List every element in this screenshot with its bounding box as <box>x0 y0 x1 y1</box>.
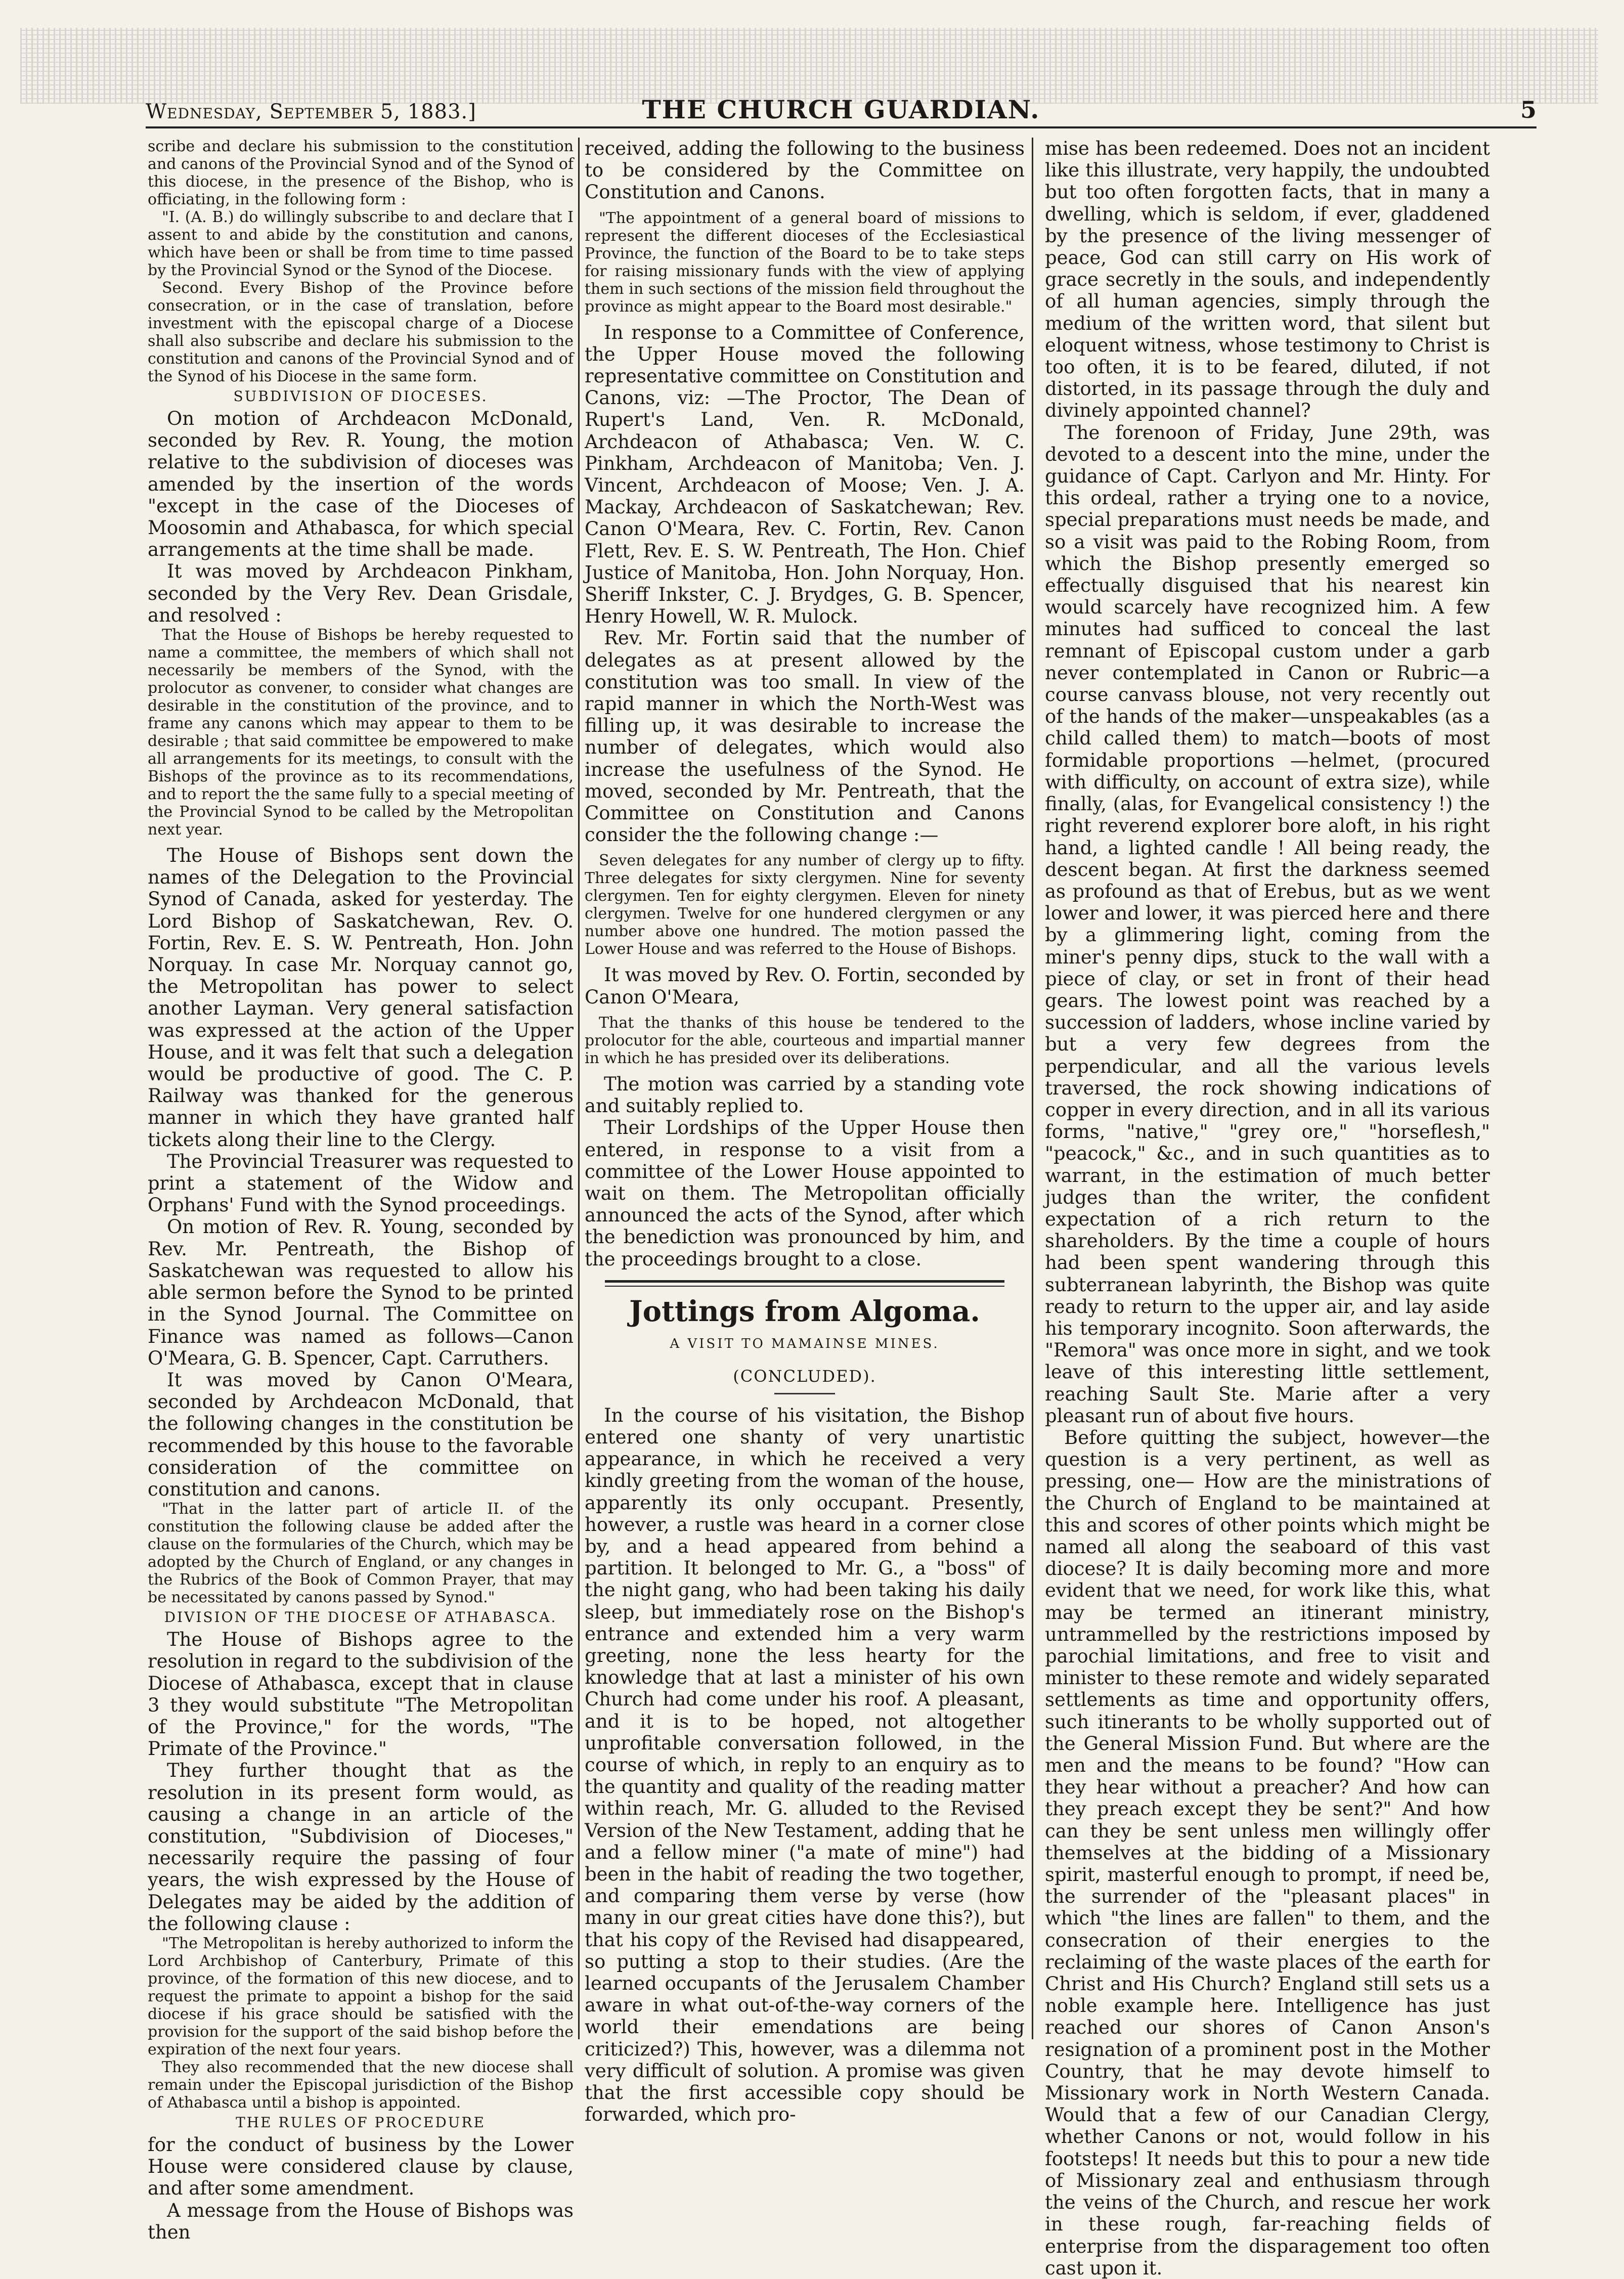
paragraph: It was moved by Canon O'Meara, seconded by Archdeacon McDonald, that the following changes in the constitution be recommended by this house to the favorable consideration of the committee on constitution and canons. <box>148 1369 574 1500</box>
article-subtitle: A VISIT TO MAMAINSE MINES. <box>670 1336 940 1351</box>
paragraph: Before quitting the subject, however—the question is a very pertinent, as well as pressing, one— How are the ministrations of the Church of England to be maintained at this and scores of other points which might be named all along the seaboard of this vast diocese? It is daily becoming more and more evident that we need, for work like this, what may be termed an itinerant ministry, untrammelled by the restrictions imposed by parochial limitations, and free to visit and minister to these remote and widely separated settlements as time and opportunity offers, such itinerants to be wholly supported out of the General Mission Fund. But where are the men and the means to be found? "How can they hear without a preacher? And how can they preach except they be sent?" And how can they be sent unless men willingly offer themselves at the bidding of a Missionary spirit, masterful enough to prompt, if need be, the surrender of the "pleasant places" in which "the lines are fallen" to them, and the consecration of their energies to the reclaiming of the waste places of the earth for Christ and His Church? England still sets us a noble example here. Intelligence has just reached our shores of Canon Anson's resignation of a prominent post in the Mother Country, that he may devote himself to Missionary work in North Western Canada. Would that a few of our Canadian Clergy, whether Canons or not, would follow in his footsteps! It needs but this to pour a new tide of Missionary zeal and enthusiasm through the veins of the Church, and rescue her work in these rough, far-reaching fields of enterprise from the disparagement too often cast upon it. <box>1045 1426 1490 2279</box>
paragraph: Second. Every Bishop of the Province before consecration, or in the case of translation, before investment with the episcopal charge of a Diocese shall also subscribe and declare his submission to the constitution and canons of the Provincial Synod and of the Synod of his Diocese in the same form. <box>148 279 574 385</box>
column-3 <box>1045 138 1490 2279</box>
paragraph: A message from the House of Bishops was then <box>148 2199 574 2243</box>
column-2 <box>585 138 1025 2126</box>
paragraph: The motion was carried by a standing vote and suitably replied to. <box>585 1073 1025 1117</box>
paragraph: On motion of Rev. R. Young, seconded by Rev. Mr. Pentreath, the Bishop of Saskatchewan was requested to allow his able sermon before the Synod to be printed in the Synod Journal. The Committee on Finance was named as follows—Canon O'Meara, G. B. Spencer, Capt. Carruthers. <box>148 1216 574 1369</box>
paragraph: The forenoon of Friday, June 29th, was devoted to a descent into the mine, under the guidance of Capt. Carlyon and Mr. Hinty. For this ordeal, rather a trying one to a novice, special preparations must needs be made, and so a visit was paid to the Robing Room, from which the Bishop presently emerged so effectually disguised that his nearest kin would scarcely have recognized him. A few minutes had sufficed to conceal the last remnant of Episcopal custom under a garb never contemplated in Canon or Rubric—a course canvass blouse, not very recently out of the hands of the maker—unspeakables (as a child called them) to match—boots of most formidable proportions —helmet, (procured with difficulty, on account of extra size), while finally, (alas, for Evangelical consistency !) the right reverend explorer bore aloft, in his right hand, a lighted candle ! All being ready, the descent began. At first the darkness seemed as profound as that of Erebus, but as we went lower and lower, it was pierced here and there by a glimmering light, coming from the miner's penny dips, stuck to the wall with a piece of clay, or set in front of their head gears. The lowest point was reached by a succession of ladders, whose incline varied by but a very few degrees from the perpendicular, and all the various levels traversed, the rock showing indications of copper in every direction, and in all its various forms, "native," "grey ore," "horseflesh," "peacock," &c., and in such quantities as to warrant, in the estimation of much better judges than the writer, the confident expectation of a rich return to the shareholders. By the time a couple of hours had been spent wandering through this subterranean labyrinth, the Bishop was quite ready to return to the upper air, and lay aside his temporary incognito. Soon afterwards, the "Remora" was once more in sight, and we took leave of this interesting little settlement, reaching Sault Ste. Marie after a very pleasant run of about five hours. <box>1045 421 1490 1427</box>
paragraph: for the conduct of business by the Lower House were considered clause by clause, and after some amendment. <box>148 2133 574 2200</box>
page-header <box>146 92 1537 128</box>
paragraph: The House of Bishops agree to the resolution in regard to the subdivision of the Diocese of Athabasca, except that in clause 3 they would substitute "The Metropolitan of the Province," for the words, "The Primate of the Province." <box>148 1629 574 1760</box>
page-number: 5 <box>1520 96 1537 123</box>
paragraph: Rev. Mr. Fortin said that the number of delegates as at present allowed by the constitution was too small. In view of the rapid manner in which the North-West was filling up, it was desirable to increase the number of delegates, which would also increase the usefulness of the Synod. He moved, seconded by Mr. Pentreath, that the Committee on Constitution and Canons consider the the following change :— <box>585 627 1025 846</box>
paragraph: Their Lordships of the Upper House then entered, in response to a visit from a committee of the Lower House appointed to wait on them. The Metropolitan officially announced the acts of the Synod, after which the benediction was pronounced by him, and the proceedings brought to a close. <box>585 1117 1025 1270</box>
resolution-text: That the thanks of this house be tendered to the prolocutor for the able, courteous and impartial manner in which he has presided over its deliberations. <box>585 1014 1025 1067</box>
section-divider <box>605 1280 1004 1287</box>
column-rule-2 <box>1032 138 1033 2039</box>
column-1 <box>148 138 574 2243</box>
paragraph: scribe and declare his submission to the constitution and canons of the Provincial Synod and of the Synod of this diocese, in the presence of the Bishop, who is officiating, in the following form : <box>148 138 574 208</box>
paragraph: On motion of Archdeacon McDonald, seconded by Rev. R. Young, the motion relative to the subdivision of dioceses was amended by the insertion of the words "except in the case of the Dioceses of Moosomin and Athabasca, for which special arrangements at the time shall be made. <box>148 408 574 561</box>
paragraph: received, adding the following to the business to be considered by the Committee on Constitution and Canons. <box>585 138 1025 203</box>
quoted-resolution: "The appointment of a general board of missions to represent the different dioceses of the Ecclesiastical Province, the function of the Board to be to take steps for raising missionary funds with the view of applying them in such sections of the mission field throughout the province as might appear to the Board most desirable." <box>585 209 1025 316</box>
quoted-clause: "That in the latter part of article II. of the constitution the following clause be added after the clause on the formularies of the Church, which may be adopted by the Church of England, or any changes in the Rubrics of the Book of Common Prayer, that may be necessitated by canons passed by Synod." <box>148 1500 574 1607</box>
article-title: Jottings from Algoma. <box>629 1294 980 1328</box>
column-rule-1 <box>578 138 580 2039</box>
paragraph: In the course of his visitation, the Bishop entered one shanty of very unartistic appearance, in which he received a very kindly greeting from the woman of the house, apparently its only occupant. Presently, however, a rustle was heard in a corner close by, and a head appeared from behind a partition. It belonged to Mr. G., a "boss" of the night gang, who had been taking his daily sleep, but immediately rose on the Bishop's entrance and extended him a very warm greeting, none the less hearty for the knowledge that at last a minister of his own Church had come under his roof. A pleasant, and it is to be hoped, not altogether unprofitable conversation followed, in the course of which, in reply to an enquiry as to the quantity and quality of the reading matter within reach, Mr. G. alluded to the Revised Version of the New Testament, adding that he and a fellow miner ("a mate of mine") had been in the habit of reading the two together, and comparing them verse by verse (how many in our great cities have done this?), but that his copy of the Revised had disappeared, so putting a stop to their studies. (Are the learned occupants of the Jerusalem Chamber aware in what out-of-the-way corners of the world their emendations are being criticized?) This, however, was a dilemma not very difficult of solution. A promise was given that the first accessible copy should be forwarded, which pro- <box>585 1404 1025 2126</box>
masthead-title: THE CHURCH GUARDIAN. <box>642 95 1040 124</box>
paragraph: mise has been redeemed. Does not an incident like this illustrate, very happily, the undoubted but too often forgotten facts, that in many a dwelling, which is seldom, if ever, gladdened by the presence of the living messenger of peace, God can still carry on His work of grace secretly in the souls, and independently of all human agencies, simply through the medium of the written word, that silent but eloquent witness, whose testimony to Christ is too often, it is to be feared, diluted, if not distorted, in its passage through the duly and divinely appointed channel? <box>1045 138 1490 422</box>
delegate-scale: Seven delegates for any number of clergy up to fifty. Three delegates for sixty clergymen. Nine for seventy clergymen. Ten for eighty clergymen. Eleven for ninety clergymen. Twelve for one hundered clergymen or any number above one hundred. The motion passed the Lower House and was referred to the House of Bishops. <box>585 852 1025 958</box>
header-date: Wednesday, September 5, 1883.] <box>146 100 476 123</box>
resolution-text: That the House of Bishops be hereby requested to name a committee, the members of which shall not necessarily be members of the Synod, with the prolocutor as convener, to consider what changes are desirable in the constitution of the province, and to frame any canons which may appear to them to be desirable ; that said committee be empowered to make all arrangements for its meetings, to consult with the Bishops of the province as to its recommendations, and to report the the same fully to a special meeting of the Provincial Synod to be called by the Metropolitan next year. <box>148 626 574 839</box>
short-rule <box>774 1393 835 1394</box>
section-heading: DIVISION OF THE DIOCESE OF ATHABASCA. <box>164 1609 557 1626</box>
section-heading: THE RULES OF PROCEDURE <box>236 2114 486 2131</box>
paragraph: They further thought that as the resolution in its present form would, as causing a change in an article of the constitution, "Subdivision of Dioceses," necessarily require the passing of four years, the wish expressed by the House of Delegates may be aided by the addition of the following clause : <box>148 1760 574 1935</box>
quoted-declaration: "I. (A. B.) do willingly subscribe to and declare that I assent to and abide by the constitution and canons, which have been or shall be from time to time passed by the Provincial Synod or the Synod of the Diocese. <box>148 208 574 279</box>
paragraph: It was moved by Archdeacon Pinkham, seconded by the Very Rev. Dean Grisdale, and resolved : <box>148 560 574 626</box>
paragraph: They also recommended that the new diocese shall remain under the Episcopal jurisdiction of the Bishop of Athabasca until a bishop is appointed. <box>148 2058 574 2112</box>
paragraph: The House of Bishops sent down the names of the Delegation to the Provincial Synod of Canada, asked for yesterday. The Lord Bishop of Saskatchewan, Rev. O. Fortin, Rev. E. S. W. Pentreath, Hon. John Norquay. In case Mr. Norquay cannot go, the Metropolitan has power to select another Layman. Very general satisfaction was expressed at the action of the Upper House, and it was felt that such a delegation would be productive of good. The C. P. Railway was thanked for the generous manner in which they have granted half tickets along their line to the Clergy. <box>148 845 574 1151</box>
paragraph: It was moved by Rev. O. Fortin, seconded by Canon O'Meara, <box>585 964 1025 1008</box>
concluded-note: (CONCLUDED). <box>733 1366 876 1386</box>
section-heading: SUBDIVISION OF DIOCESES. <box>233 388 488 405</box>
paragraph: The Provincial Treasurer was requested to print a statement of the Widow and Orphans' Fund with the Synod proceedings. <box>148 1150 574 1216</box>
paragraph: In response to a Committee of Conference, the Upper House moved the following representative committee on Constitution and Canons, viz: —The Proctor, The Dean of Rupert's Land, Ven. R. McDonald, Archdeacon of Athabasca; Ven. W. C. Pinkham, Archdeacon of Manitoba; Ven. J. Vincent, Archdeacon of Moose; Ven. J. A. Mackay, Archdeacon of Saskatchewan; Rev. Canon O'Meara, Rev. C. Fortin, Rev. Canon Flett, Rev. E. S. W. Pentreath, The Hon. Chief Justice of Manitoba, Hon. John Norquay, Hon. Sheriff Inkster, C. J. Brydges, G. B. Spencer, Henry Howell, W. R. Mulock. <box>585 321 1025 628</box>
quoted-clause: "The Metropolitan is hereby authorized to inform the Lord Archbishop of Canterbury, Primate of this province, of the formation of this new diocese, and to request the primate to appoint a bishop for the said diocese if his grace should be satisfied with the provision for the support of the said bishop before the expiration of the next four years. <box>148 1934 574 2058</box>
